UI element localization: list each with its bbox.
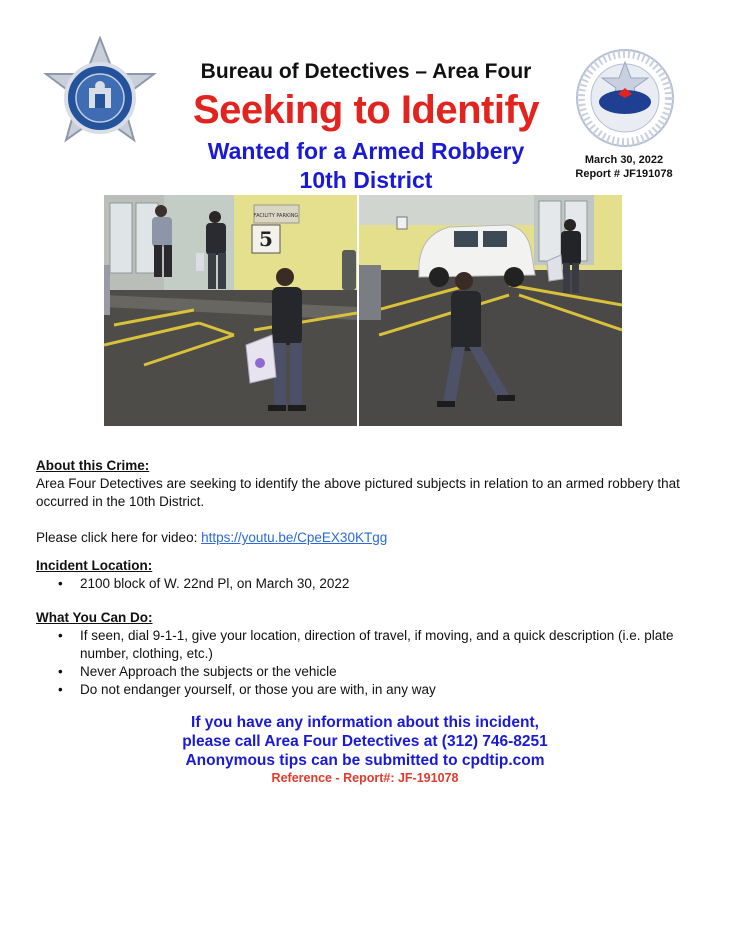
- video-line: [36, 529, 696, 547]
- footer-reference: Reference - Report#: JF-191078: [271, 771, 459, 785]
- footer-line-tips: Anonymous tips can be submitted to cpdtip.com: [185, 752, 545, 769]
- report-number: Report # JF191078: [575, 168, 673, 180]
- report-date: March 30, 2022: [584, 154, 664, 166]
- todo-item: • Do not endanger yourself, or those you are with, in any way: [36, 681, 696, 699]
- surveillance-photo-right: [359, 195, 622, 426]
- location-heading: Incident Location:: [36, 558, 153, 573]
- todo-item: • If seen, dial 9-1-1, give your location, direction of travel, if moving, and a quick description (i.e. plate number, clothing, etc.): [36, 627, 696, 663]
- location-section: [36, 557, 696, 593]
- parking-section-number: 5: [259, 227, 273, 251]
- date-report-block: [565, 153, 683, 181]
- subtitle-line-crime: Wanted for a Armed Robbery: [207, 138, 525, 164]
- footer-line-info: If you have any information about this incident,: [191, 714, 539, 731]
- footer-line-phone: please call Area Four Detectives at (312) 746-8251: [182, 733, 548, 750]
- video-prefix: Please click here for video:: [36, 530, 202, 545]
- todo-item: • Never Approach the subjects or the vehicle: [36, 663, 696, 681]
- subtitle-line-district: 10th District: [299, 167, 433, 193]
- surveillance-photo-left: [104, 195, 357, 426]
- about-section: [36, 457, 696, 547]
- contact-footer: [100, 713, 630, 786]
- bureau-heading: Bureau of Detectives – Area Four: [200, 60, 532, 83]
- subtitle: [160, 137, 572, 195]
- location-list: [36, 575, 696, 593]
- todo-section: [36, 609, 696, 699]
- facility-sign: FACILITY PARKING: [253, 213, 299, 219]
- todo-list: [36, 627, 696, 699]
- about-text: Area Four Detectives are seeking to identify the above pictured subjects in relation to an armed robbery that occurred in the 10th District.: [36, 476, 680, 509]
- surveillance-photos: [104, 195, 622, 426]
- caps-logo: [575, 48, 675, 148]
- todo-heading: What You Can Do:: [36, 610, 153, 625]
- location-item: • 2100 block of W. 22nd Pl, on March 30, 2022: [36, 575, 696, 593]
- police-badge-logo: [40, 36, 160, 156]
- video-link[interactable]: https://youtu.be/CpeEX30KTgg: [201, 530, 388, 545]
- about-heading: About this Crime:: [36, 458, 150, 473]
- page-title: Seeking to Identify: [192, 88, 540, 132]
